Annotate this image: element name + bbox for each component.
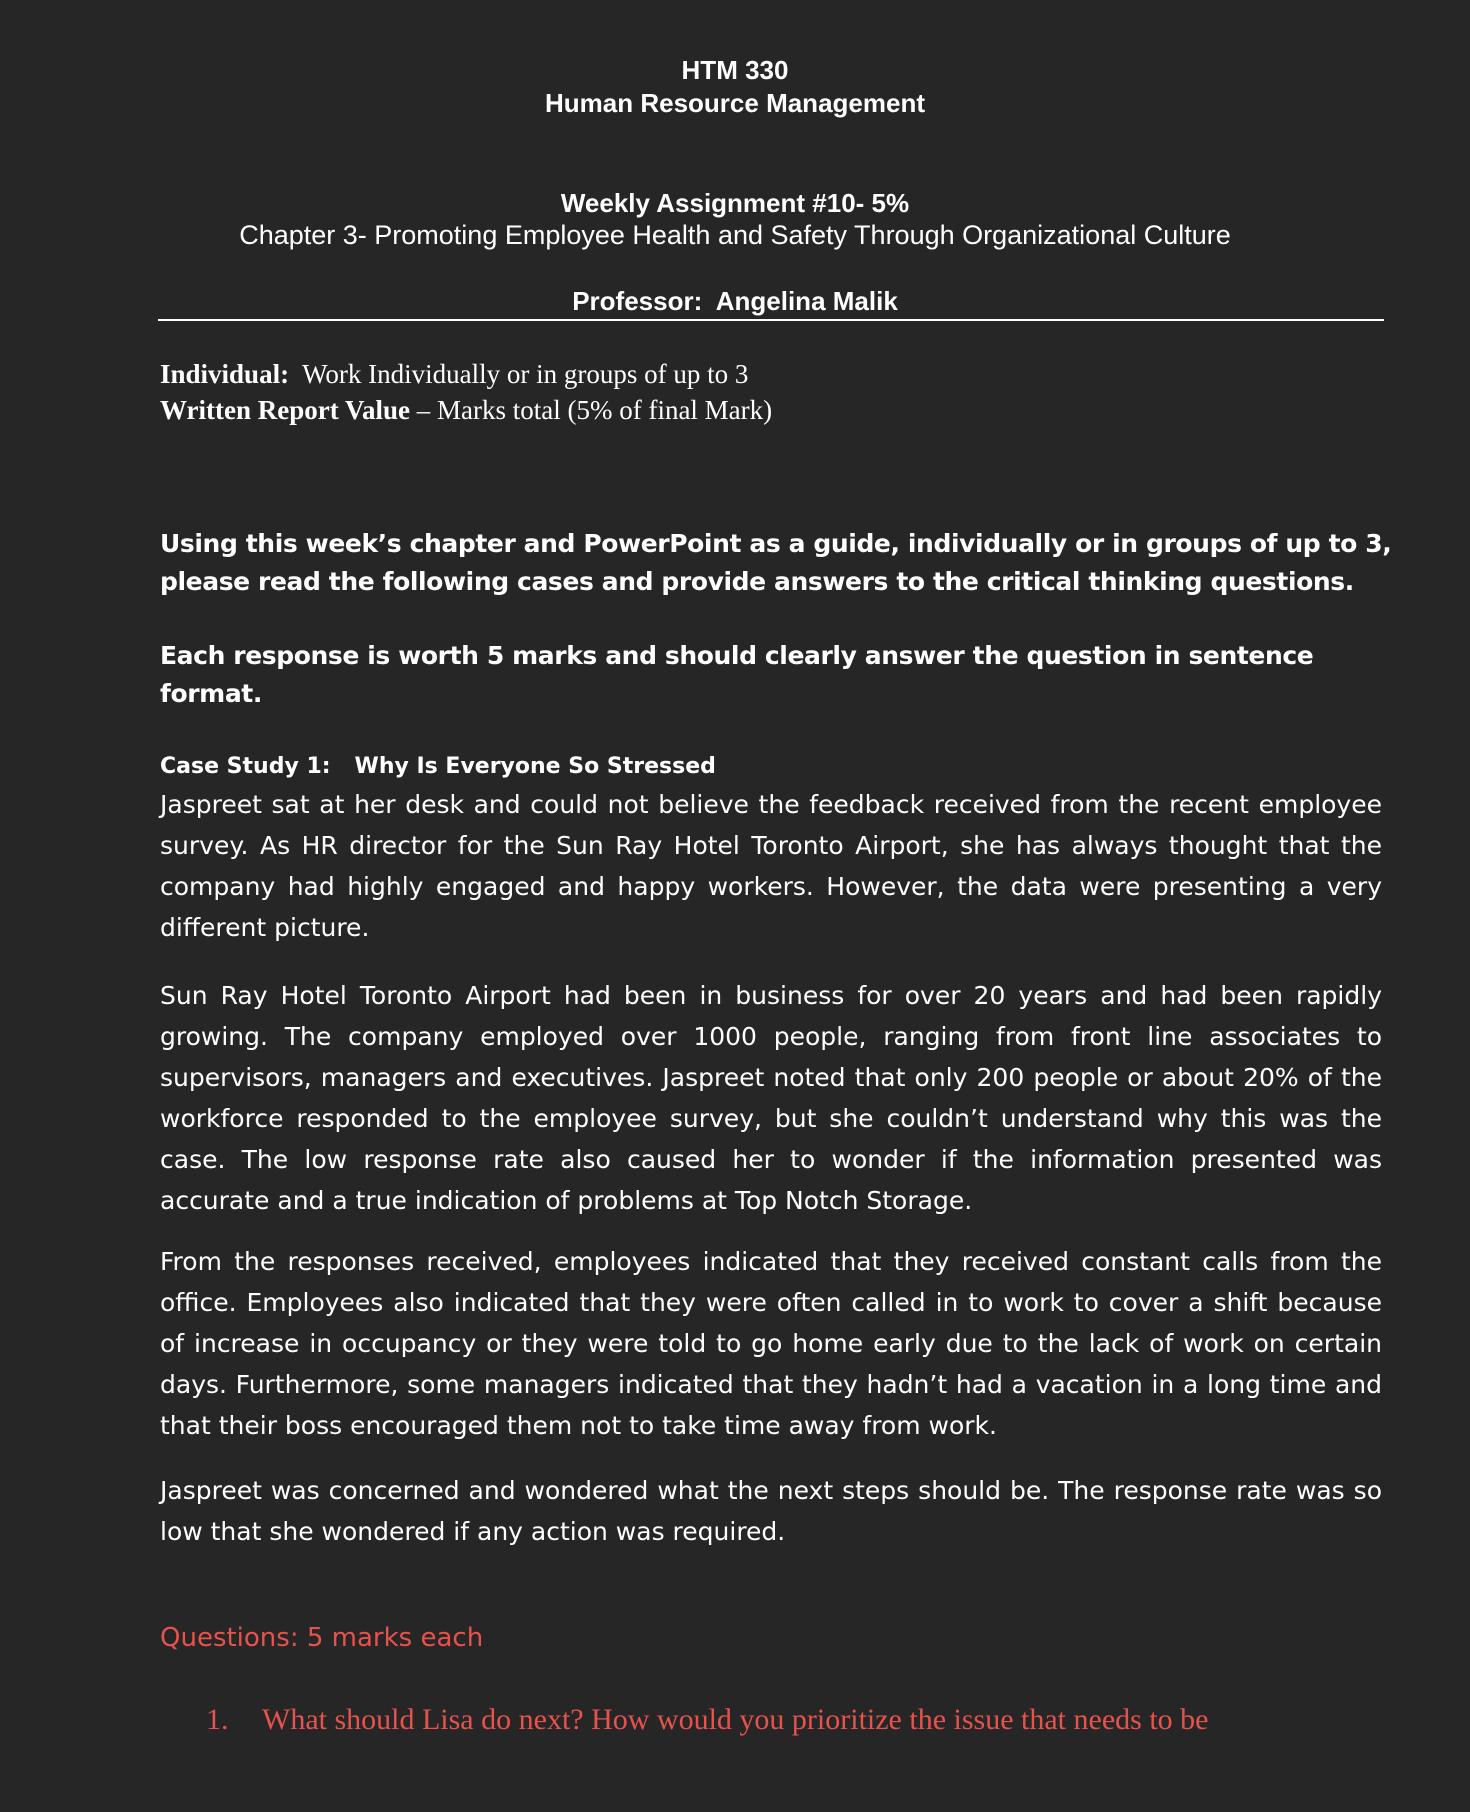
individual-label: Individual:	[160, 359, 290, 389]
professor-name: Angelina Malik	[715, 286, 898, 316]
question-text: What should Lisa do next? How would you prioritize the issue that needs to be	[262, 1703, 1209, 1736]
professor-label: Professor:	[572, 286, 703, 316]
report-value-line	[160, 394, 772, 426]
questions-heading: Questions: 5 marks each	[160, 1623, 484, 1653]
header-divider	[158, 319, 1384, 321]
individual-text: Work Individually or in groups of up to 3	[302, 359, 749, 389]
case-paragraph-4: Jaspreet was concerned and wondered what the next steps should be. The response rate was so low that she wondered if any action was required.	[160, 1476, 1382, 1546]
individual-line	[160, 358, 748, 390]
instructions-paragraph: Using this week’s chapter and PowerPoint as a guide, individually or in groups of up to 3, please read the following cases and provide answers to the critical thinking questions.	[160, 529, 1392, 596]
chapter-title: Chapter 3- Promoting Employee Health and Safety Through Organizational Culture	[239, 220, 1231, 250]
case-study-heading	[160, 752, 716, 782]
question-item	[206, 1703, 1208, 1737]
assignment-title: Weekly Assignment #10- 5%	[560, 188, 910, 218]
professor-line	[0, 286, 1470, 317]
case-paragraph-2: Sun Ray Hotel Toronto Airport had been in business for over 20 years and had been rapidly growing. The company employed over 1000 people, ranging from front line associates to supervisors, managers and executives. Jaspreet noted that only 200 people or about 20% of the workforce responded to the employee survey, but she couldn’t understand why this was the case. The low response rate also caused her to wonder if the information presented was accurate and a true indication of problems at Top Notch Storage.	[160, 981, 1382, 1215]
case-study-title: Why Is Everyone So Stressed	[354, 754, 716, 779]
case-paragraph-3: From the responses received, employees indicated that they received constant calls from the office. Employees also indicated that they were often called in to work to cover a shift because of increase in occupancy or they were told to go home early due to the lack of work on certain days. Furthermore, some managers indicated that they hadn’t had a vacation in a long time and that their boss encouraged them not to take time away from work.	[160, 1247, 1382, 1440]
marking-paragraph: Each response is worth 5 marks and should clearly answer the question in sentence format.	[160, 641, 1314, 708]
course-name: Human Resource Management	[545, 88, 925, 118]
question-number: 1.	[206, 1703, 229, 1736]
case-study-label: Case Study 1:	[160, 754, 331, 779]
report-text: – Marks total (5% of final Mark)	[416, 395, 773, 425]
course-code: HTM 330	[681, 55, 789, 85]
case-paragraph-1: Jaspreet sat at her desk and could not believe the feedback received from the recent employee survey. As HR director for the Sun Ray Hotel Toronto Airport, she has always thought that the company had highly engaged and happy workers. However, the data were presenting a very different picture.	[160, 790, 1382, 942]
report-label: Written Report Value	[160, 395, 410, 425]
